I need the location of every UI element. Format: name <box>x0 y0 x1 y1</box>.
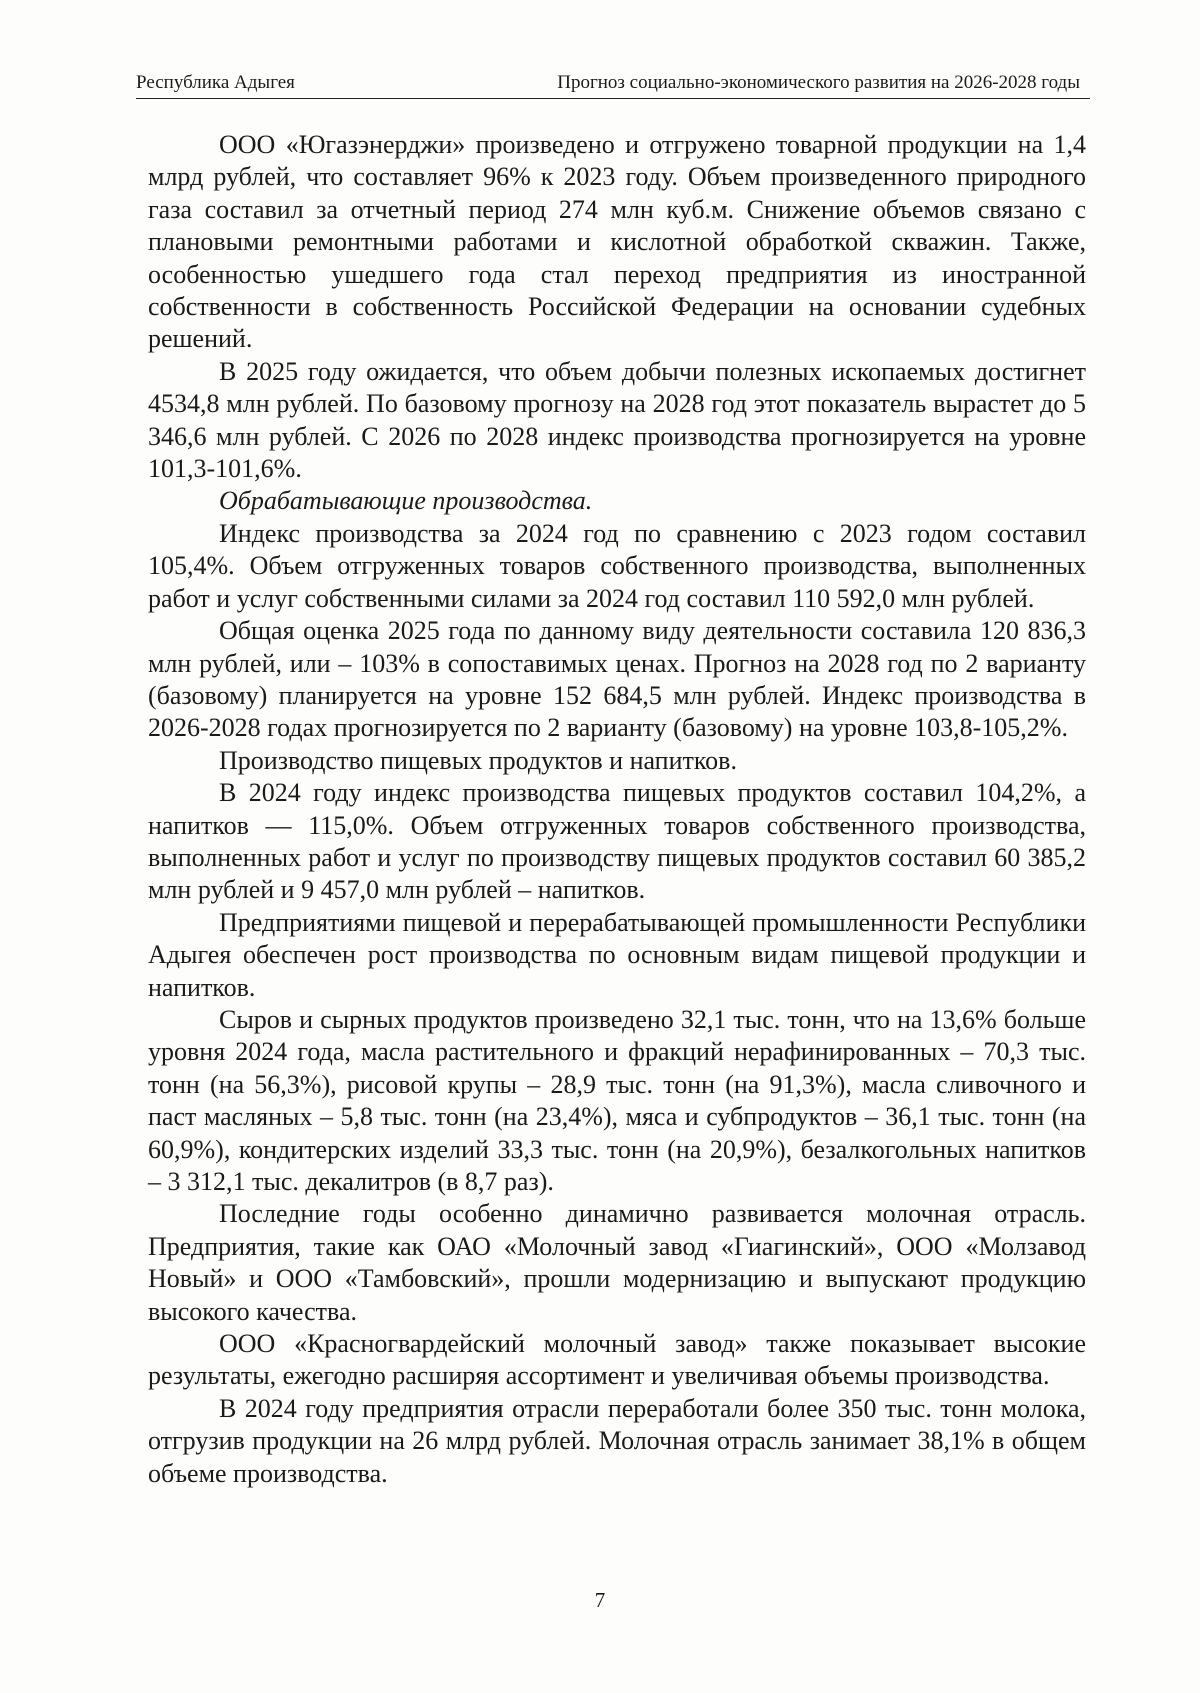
paragraph-dairy-industry: Последние годы особенно динамично развивается молочная отрасль. Предприятия, такие как ОАО «Молочный завод «Гиагинский», ООО «Молзавод Новый» и ООО «Тамбовский», прошли модернизацию и выпускают продукцию высокого качества. <box>148 1199 1086 1326</box>
paragraph-milk-processing: В 2024 году предприятия отрасли переработали более 350 тыс. тонн молока, отгрузив продукции на 26 млрд рублей. Молочная отрасль занимает 38,1% в общем объеме производства. <box>148 1393 1086 1488</box>
paragraph-product-volumes: Сыров и сырных продуктов произведено 32,1 тыс. тонн, что на 13,6% больше уровня 2024 года, масла растительного и фракций нерафинированных – 70,3 тыс. тонн (на 56,3%), рисовой крупы – 28,9 тыс. тонн (на 91,3%), масла сливочного и паст масляных – 5,8 тыс. тонн (на 23,4%), мяса и субпродуктов – 36,1 тыс. тонн (на 60,9%), кондитерских изделий 33,3 тыс. тонн (на 20,9%), безалкогольных напитков – 3 312,1 тыс. декалитров (в 8,7 раз). <box>148 1004 1086 1196</box>
paragraph-manufacturing-index: Индекс производства за 2024 год по сравнению с 2023 годом составил 105,4%. Объем отгруженных товаров собственного производства, выполненных работ и услуг собственными силами за 2024 год составил 110 592,0 млн рублей. <box>148 518 1086 613</box>
paragraph-krasnogvardeysky-dairy: ООО «Красногвардейский молочный завод» также показывает высокие результаты, ежегодно расширяя ассортимент и увеличивая объемы производства. <box>148 1329 1086 1391</box>
header-region: Республика Адыгея <box>136 72 295 93</box>
paragraph-manufacturing-forecast: Общая оценка 2025 года по данному виду деятельности составила 120 836,3 млн рублей, или – 103% в сопоставимых ценах. Прогноз на 2028 год по 2 варианту (базовому) планируется на уровне 152 684,5 млн рублей. Индекс производства в 2026-2028 годах прогнозируется по 2 варианту (базовому) на уровне 103,8-105,2%. <box>148 616 1086 743</box>
body-text <box>148 129 1086 1490</box>
paragraph-mining-forecast: В 2025 году ожидается, что объем добычи полезных ископаемых достигнет 4534,8 млн рублей. По базовому прогнозу на 2028 год этот показатель вырастет до 5 346,6 млн рублей. С 2026 по 2028 индекс производства прогнозируется на уровне 101,3-101,6%. <box>148 356 1086 484</box>
subheading-food-beverages: Производство пищевых продуктов и напитков. <box>219 745 737 775</box>
page-number: 7 <box>594 1588 606 1612</box>
paragraph-food-industry-growth: Предприятиями пищевой и перерабатывающей промышленности Республики Адыгея обеспечен рост производства по основным видам пищевой продукции и напитков. <box>148 907 1086 1002</box>
running-header <box>136 72 1090 99</box>
header-document-title: Прогноз социально-экономического развития на 2026-2028 годы <box>557 72 1080 93</box>
paragraph-yugazenergy: ООО «Югазэнерджи» произведено и отгружено товарной продукции на 1,4 млрд рублей, что составляет 96% к 2023 году. Объем произведенного природного газа составил за отчетный период 274 млн куб.м. Снижение объемов связано с плановыми ремонтными работами и кислотной обработкой скважин. Также, особенностью ушедшего года стал переход предприятия из иностранной собственности в собственность Российской Федерации на основании судебных решений. <box>148 130 1086 354</box>
section-heading-manufacturing: Обрабатывающие производства. <box>219 486 593 516</box>
paragraph-food-index: В 2024 году индекс производства пищевых продуктов составил 104,2%, а напитков — 115,0%. Объем отгруженных товаров собственного производства, выполненных работ и услуг по производству пищевых продуктов составил 60 385,2 млн рублей и 9 457,0 млн рублей – напитков. <box>148 778 1086 905</box>
